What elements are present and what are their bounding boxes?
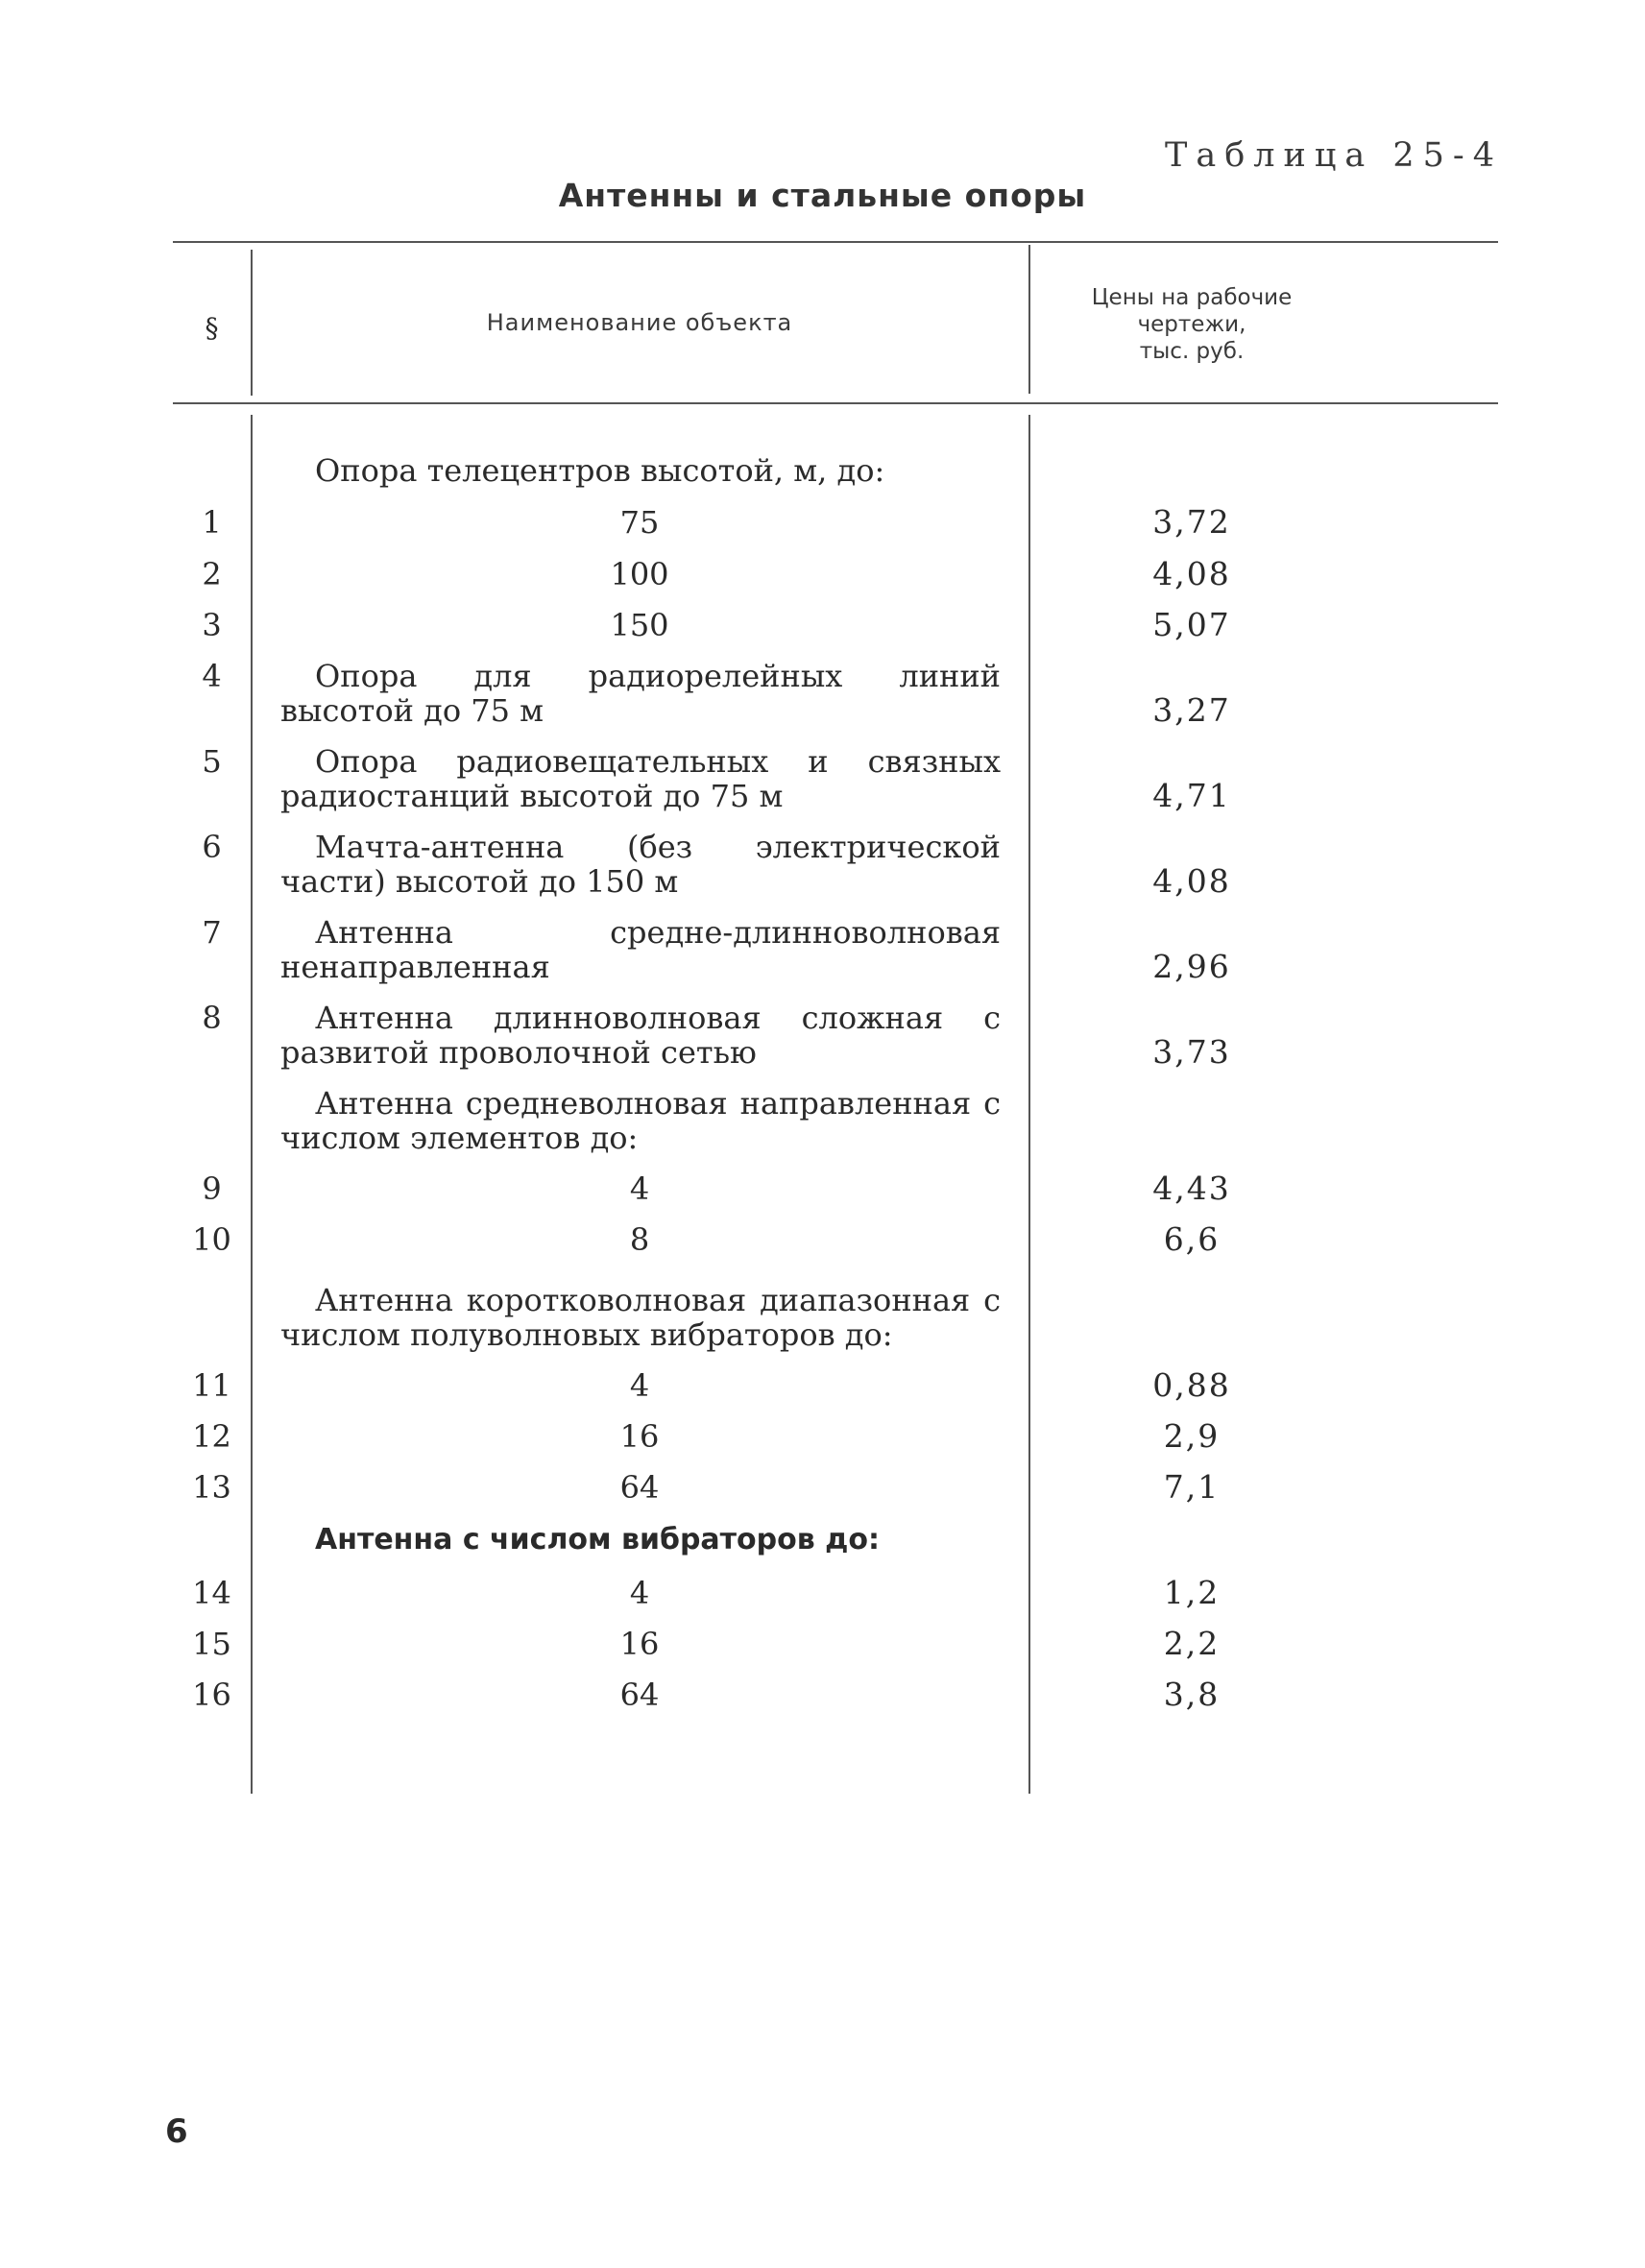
header-object-name: Наименование объекта	[486, 309, 793, 336]
row-number: 3	[202, 607, 222, 643]
group-heading: Антенна коротковолновая диапазонная с числом полуволновых вибраторов до:	[280, 1282, 1001, 1353]
row-number: 13	[192, 1469, 231, 1506]
row-value: 150	[610, 607, 669, 643]
row-price: 1,2	[1163, 1574, 1221, 1611]
row-number: 4	[202, 658, 222, 694]
row-number: 7	[202, 914, 222, 951]
row-number: 1	[202, 504, 222, 541]
row-value: 75	[619, 504, 660, 541]
row-description: Опора радиовещательных и связных радиостанций высотой до 75 м	[280, 743, 1001, 814]
row-price: 3,73	[1152, 1033, 1231, 1071]
row-value: 16	[619, 1418, 660, 1455]
row-price: 2,96	[1152, 948, 1231, 985]
row-price: 2,2	[1163, 1625, 1221, 1662]
row-number: 2	[202, 556, 222, 592]
row-price: 4,08	[1152, 555, 1231, 592]
row-price: 4,71	[1152, 777, 1231, 814]
row-price: 2,9	[1163, 1417, 1221, 1455]
row-description: Опора для радиорелейных линий высотой до 75 м	[280, 658, 1001, 729]
row-value: 16	[619, 1626, 660, 1662]
header-price-line: Цены на рабочие	[1091, 285, 1293, 310]
row-number: 11	[192, 1367, 231, 1404]
group-heading: Опора телецентров высотой, м, до:	[315, 452, 885, 489]
row-number: 8	[202, 1000, 222, 1036]
row-description: Мачта-антенна (без электрической части) высотой до 150 м	[280, 829, 1001, 900]
row-price: 3,8	[1163, 1676, 1221, 1713]
table-title: Антенны и стальные опоры	[558, 177, 1087, 214]
table-number: Таблица 25-4	[1165, 136, 1503, 175]
row-price: 7,1	[1163, 1468, 1221, 1506]
row-value: 100	[610, 556, 669, 592]
row-value: 4	[629, 1170, 650, 1207]
row-number: 14	[192, 1575, 231, 1611]
table-header-rule	[173, 402, 1498, 404]
table-top-rule	[173, 241, 1498, 243]
row-value: 8	[629, 1221, 650, 1258]
row-price: 0,88	[1152, 1366, 1231, 1404]
row-number: 15	[192, 1626, 231, 1662]
header-section-sign: §	[205, 312, 219, 344]
row-price: 5,07	[1152, 606, 1231, 643]
row-description: Антенна длинноволновая сложная с развитой проволочной сетью	[280, 1000, 1001, 1071]
row-number: 10	[192, 1221, 231, 1258]
row-number: 6	[202, 829, 222, 865]
header-price-line: чертежи,	[1137, 312, 1246, 337]
group-heading: Антенна с числом вибраторов до:	[315, 1523, 881, 1556]
row-value: 4	[629, 1367, 650, 1404]
row-price: 3,27	[1152, 691, 1231, 729]
row-value: 4	[629, 1575, 650, 1611]
header-price	[1028, 284, 1355, 365]
row-number: 16	[192, 1677, 231, 1713]
row-price: 4,43	[1152, 1170, 1231, 1207]
row-number: 12	[192, 1418, 231, 1455]
header-price-line: тыс. руб.	[1139, 339, 1245, 364]
row-number: 5	[202, 743, 222, 780]
row-price: 6,6	[1163, 1220, 1221, 1258]
row-value: 64	[619, 1469, 660, 1506]
row-price: 3,72	[1152, 503, 1231, 541]
row-description: Антенна средне-длинноволновая ненаправленная	[280, 914, 1001, 985]
group-heading: Антенна средневолновая направленная с числом элементов до:	[280, 1085, 1001, 1156]
row-price: 4,08	[1152, 862, 1231, 900]
page-number: 6	[165, 2112, 188, 2151]
row-value: 64	[619, 1677, 660, 1713]
row-number: 9	[202, 1170, 222, 1207]
